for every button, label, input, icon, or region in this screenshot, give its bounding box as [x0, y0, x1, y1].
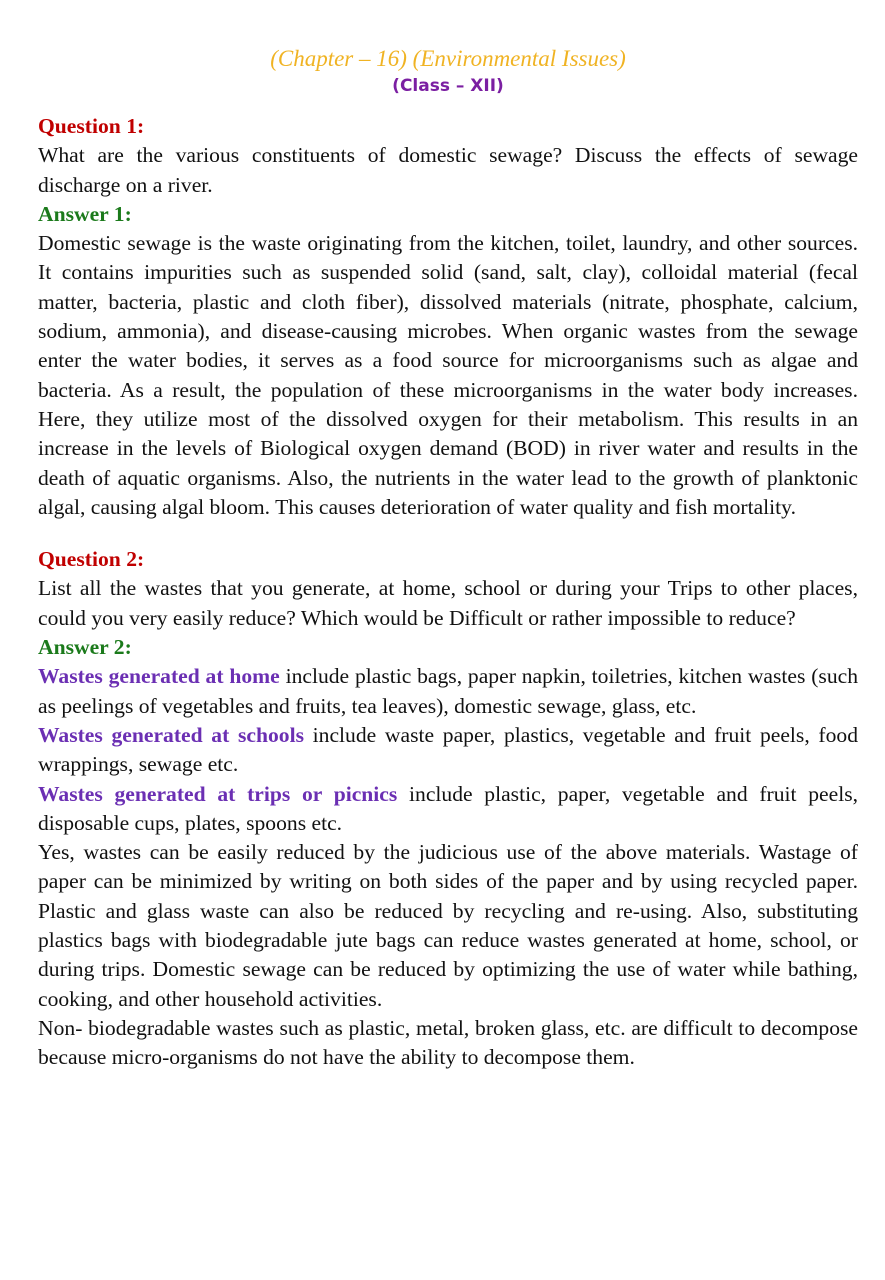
wastes-school-paragraph	[38, 721, 858, 780]
reduce-wastes-paragraph: Yes, wastes can be easily reduced by the judicious use of the above materials. Wastage of paper can be minimized by writing on both sides of the paper and by using recycled paper. Plastic and glass waste can also be reduced by recycling and re-using. Also, substituting plastics bags with biodegradable jute bags can reduce wastes generated at home, school, or during trips. Domestic sewage can be reduced by optimizing the use of water while bathing, cooking, and other household activities.	[38, 840, 858, 1011]
document-page	[38, 44, 858, 1073]
answer-1-label: Answer 1:	[38, 201, 132, 226]
wastes-home-text: include plastic bags, paper napkin, toiletries, kitchen wastes (such as peelings of vegetables and fruits, tea leaves), domestic sewage, glass, etc.	[38, 664, 858, 718]
answer-1-text: Domestic sewage is the waste originating from the kitchen, toilet, laundry, and other sources. It contains impurities such as suspended solid (sand, salt, clay), colloidal material (fecal matter, bacteria, plastic and cloth fiber), dissolved materials (nitrate, phosphate, calcium, sodium, ammonia), and disease-causing microbes. When organic wastes from the sewage enter the water bodies, it serves as a food source for microorganisms such as algae and bacteria. As a result, the population of these microorganisms in the water body increases. Here, they utilize most of the dissolved oxygen for their metabolism. This results in an increase in the levels of Biological oxygen demand (BOD) in river water and results in the death of aquatic organisms. Also, the nutrients in the water lead to the growth of planktonic algal, causing algal bloom. This causes deterioration of water quality and fish mortality.	[38, 231, 858, 519]
question-2-label: Question 2:	[38, 547, 145, 572]
wastes-trips-heading: Wastes generated at trips or picnics	[38, 781, 398, 806]
non-biodegradable-paragraph: Non- biodegradable wastes such as plastic, metal, broken glass, etc. are difficult to decompose because micro-organisms do not have the ability to decompose them.	[38, 1015, 858, 1070]
section-gap	[38, 522, 858, 545]
answer-2-label: Answer 2:	[38, 635, 132, 660]
question-1-label: Question 1:	[38, 114, 145, 138]
question-1-block	[38, 112, 858, 522]
wastes-trips-paragraph	[38, 780, 858, 839]
chapter-title: (Chapter – 16) (Environmental Issues)	[270, 46, 626, 71]
wastes-school-heading: Wastes generated at schools	[38, 722, 304, 747]
class-label: (Class – XII)	[392, 76, 504, 96]
wastes-school-text: include waste paper, plastics, vegetable and fruit peels, food wrappings, sewage etc.	[38, 722, 858, 777]
wastes-home-heading: Wastes generated at home	[38, 664, 280, 689]
question-2-block	[38, 545, 858, 1072]
wastes-trips-text: include plastic, paper, vegetable and fruit peels, disposable cups, plates, spoons etc.	[38, 781, 859, 835]
wastes-home-paragraph	[38, 662, 858, 721]
question-1-text: What are the various constituents of domestic sewage? Discuss the effects of sewage discharge on a river.	[38, 143, 858, 197]
question-2-text: List all the wastes that you generate, at home, school or during your Trips to other places, could you very easily reduce? Which would be Difficult or rather impossible to reduce?	[38, 576, 858, 630]
